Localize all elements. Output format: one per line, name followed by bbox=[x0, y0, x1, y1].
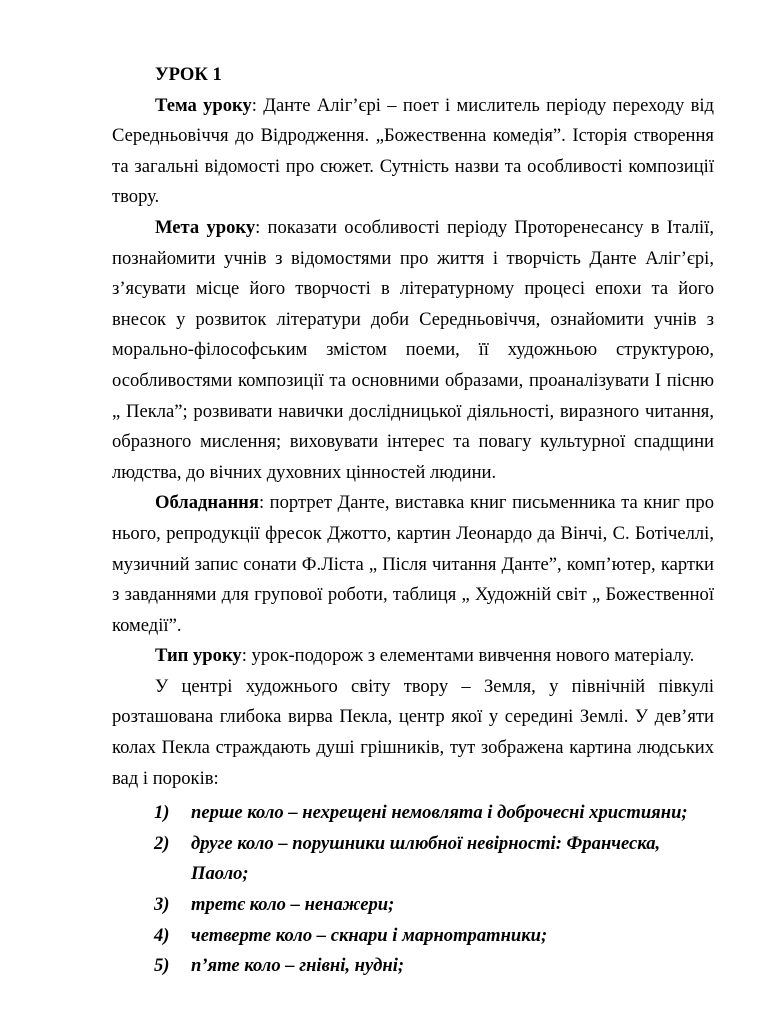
lesson-type-text: : урок-подорож з елементами вивчення нового матеріалу. bbox=[241, 645, 695, 667]
list-item-number: 1) bbox=[154, 802, 170, 824]
list-item-text: четверте коло – скнари і марнотратники; bbox=[191, 924, 548, 946]
lesson-title: УРОК 1 bbox=[155, 64, 222, 85]
equipment-paragraph bbox=[112, 488, 714, 641]
list-item-number: 3) bbox=[154, 894, 170, 916]
list-item bbox=[112, 890, 714, 921]
topic-text: : Данте Аліг’єрі – поет і мислитель періоду переходу від Середньовіччя до Відродження. „Божественна комедія”. Історія створення та загальні відомості про сюжет. Сутність назви та особливості композиції твору. bbox=[112, 94, 714, 208]
list-item bbox=[112, 921, 714, 952]
list-item-text: третє коло – ненажери; bbox=[191, 894, 395, 916]
topic-paragraph bbox=[112, 91, 714, 213]
lesson-type-label: Тип уроку bbox=[155, 645, 242, 667]
list-item-text: п’яте коло – гнівні, нудні; bbox=[191, 955, 405, 977]
list-item-number: 5) bbox=[154, 955, 170, 977]
list-item-text: перше коло – нехрещені немовлята і доброчесні християни; bbox=[191, 802, 688, 824]
goal-text: : показати особливості періоду Проторенесансу в Італії, познайомити учнів з відомостями про життя і творчість Данте Аліг’єрі, з’ясувати місце його творчості в літературному процесі епохи та його внесок у розвиток літератури доби Середньовіччя, ознайомити учнів з морально-філософським змістом поеми, її художньою структурою, особливостями композиції та основними образами, проаналізувати І пісню „ Пекла”; розвивати навички дослідницької діяльності, виразного читання, образного мислення; виховувати інтерес та повагу культурної спадщини людства, до вічних духовних цінностей людини. bbox=[112, 216, 714, 483]
lesson-type-paragraph bbox=[112, 641, 714, 672]
list-item-text: друге коло – порушники шлюбної невірності: Франческа, Паоло; bbox=[191, 832, 661, 885]
equipment-text: : портрет Данте, виставка книг письменника та книг про нього, репродукції фресок Джотто, картин Леонардо да Вінчі, С. Ботічеллі, музичний запис сонати Ф.Ліста „ Після читання Данте”, комп’ютер, картки з завданнями для групової роботи, таблиця „ Художній світ „ Божественної комедії”. bbox=[112, 492, 714, 636]
goal-paragraph bbox=[112, 213, 714, 488]
topic-label: Тема уроку bbox=[155, 94, 252, 116]
circles-list bbox=[112, 798, 714, 982]
body-paragraph: У центрі художнього світу твору – Земля, у північній півкулі розташована глибока вирва Пекла, центр якої у середині Землі. У дев’яти колах Пекла страждають душі грішників, тут зображена картина людських вад і пороків: bbox=[112, 675, 714, 789]
goal-label: Мета уроку bbox=[155, 216, 256, 238]
list-item bbox=[112, 829, 714, 890]
list-item bbox=[112, 951, 714, 982]
equipment-label: Обладнання bbox=[155, 492, 259, 514]
list-item-number: 4) bbox=[154, 924, 170, 946]
list-item-number: 2) bbox=[154, 832, 170, 854]
document-page bbox=[112, 60, 714, 982]
list-item bbox=[112, 798, 714, 829]
